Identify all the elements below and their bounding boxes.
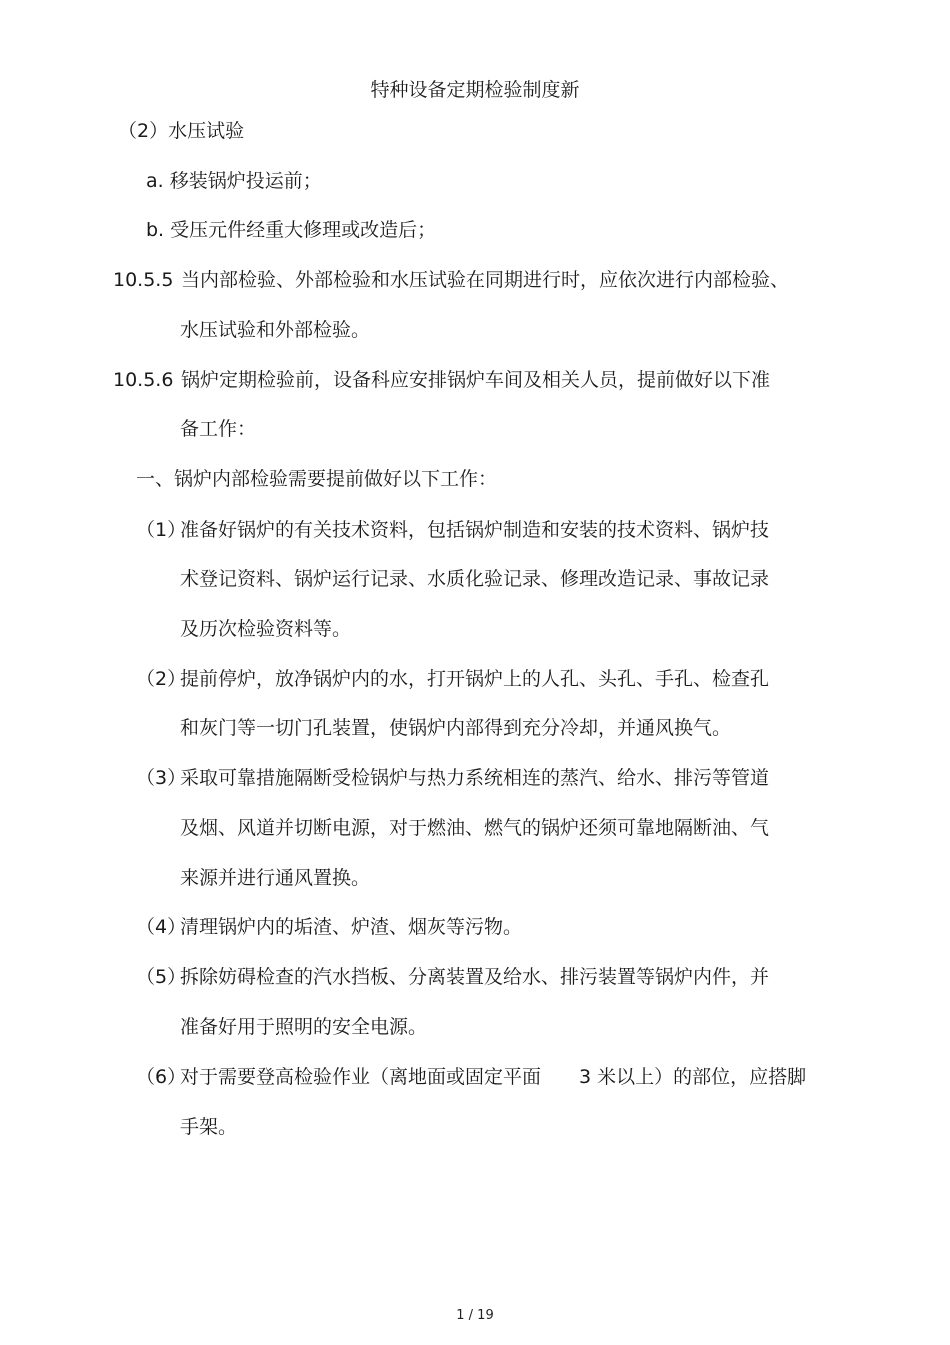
list-text: 清理锅炉内的垢渣、炉渣、烟灰等污物。: [180, 916, 523, 938]
heading-hydro-test: （2）水压试验: [118, 120, 245, 142]
clause-10-5-5: [113, 267, 789, 293]
section-one-heading: 一、锅炉内部检验需要提前做好以下工作：: [136, 468, 498, 490]
list-number: （5）: [136, 966, 187, 988]
list-number: （1）: [136, 519, 187, 541]
clause-10-5-5-continued: 水压试验和外部检验。: [180, 319, 371, 341]
list-text: 拆除妨碍检查的汽水挡板、分离装置及给水、排污装置等锅炉内件，并: [180, 966, 770, 988]
list-text: 采取可靠措施隔断受检锅炉与热力系统相连的蒸汽、给水、排污等管道: [180, 767, 770, 789]
list-item-5-line-2: 准备好用于照明的安全电源。: [180, 1016, 428, 1038]
list-item-4: [136, 914, 522, 940]
list-item-1: [136, 517, 769, 543]
list-number: （4）: [136, 916, 187, 938]
list-text-part-b: 3 米以上）的部位，应搭脚: [579, 1066, 807, 1088]
clause-number: 10.5.5: [113, 269, 174, 291]
list-text-part-a: 对于需要登高检验作业（离地面或固定平面: [180, 1066, 542, 1088]
list-item-3-line-3: 来源并进行通风置换。: [180, 867, 371, 889]
list-text: 准备好锅炉的有关技术资料，包括锅炉制造和安装的技术资料、锅炉技: [180, 519, 770, 541]
list-item-6: [136, 1064, 806, 1090]
clause-text: 当内部检验、外部检验和水压试验在同期进行时，应依次进行内部检验、: [181, 269, 790, 291]
list-item-3: [136, 765, 769, 791]
page-number: 1 / 19: [456, 1308, 494, 1323]
item-a: a. 移装锅炉投运前；: [146, 170, 322, 192]
list-item-2-line-2: 和灰门等一切门孔装置，使锅炉内部得到充分冷却，并通风换气。: [180, 717, 732, 739]
clause-10-5-6: [113, 367, 770, 393]
list-item-5: [136, 964, 769, 990]
list-item-3-line-2: 及烟、风道并切断电源，对于燃油、燃气的锅炉还须可靠地隔断油、气: [180, 817, 770, 839]
list-item-1-line-3: 及历次检验资料等。: [180, 618, 352, 640]
list-number: （6）: [136, 1066, 187, 1088]
clause-text: 锅炉定期检验前，设备科应安排锅炉车间及相关人员，提前做好以下准: [181, 369, 771, 391]
list-text: 提前停炉，放净锅炉内的水，打开锅炉上的人孔、头孔、手孔、检查孔: [180, 668, 770, 690]
list-number: （2）: [136, 668, 187, 690]
document-title: 特种设备定期检验制度新: [370, 79, 580, 101]
list-number: （3）: [136, 767, 187, 789]
list-item-1-line-2: 术登记资料、锅炉运行记录、水质化验记录、修理改造记录、事故记录: [180, 568, 770, 590]
clause-10-5-6-continued: 备工作：: [180, 418, 257, 440]
list-item-6-line-2: 手架。: [180, 1116, 238, 1138]
list-item-2: [136, 666, 769, 692]
item-b: b. 受压元件经重大修理或改造后；: [146, 219, 437, 241]
clause-number: 10.5.6: [113, 369, 174, 391]
